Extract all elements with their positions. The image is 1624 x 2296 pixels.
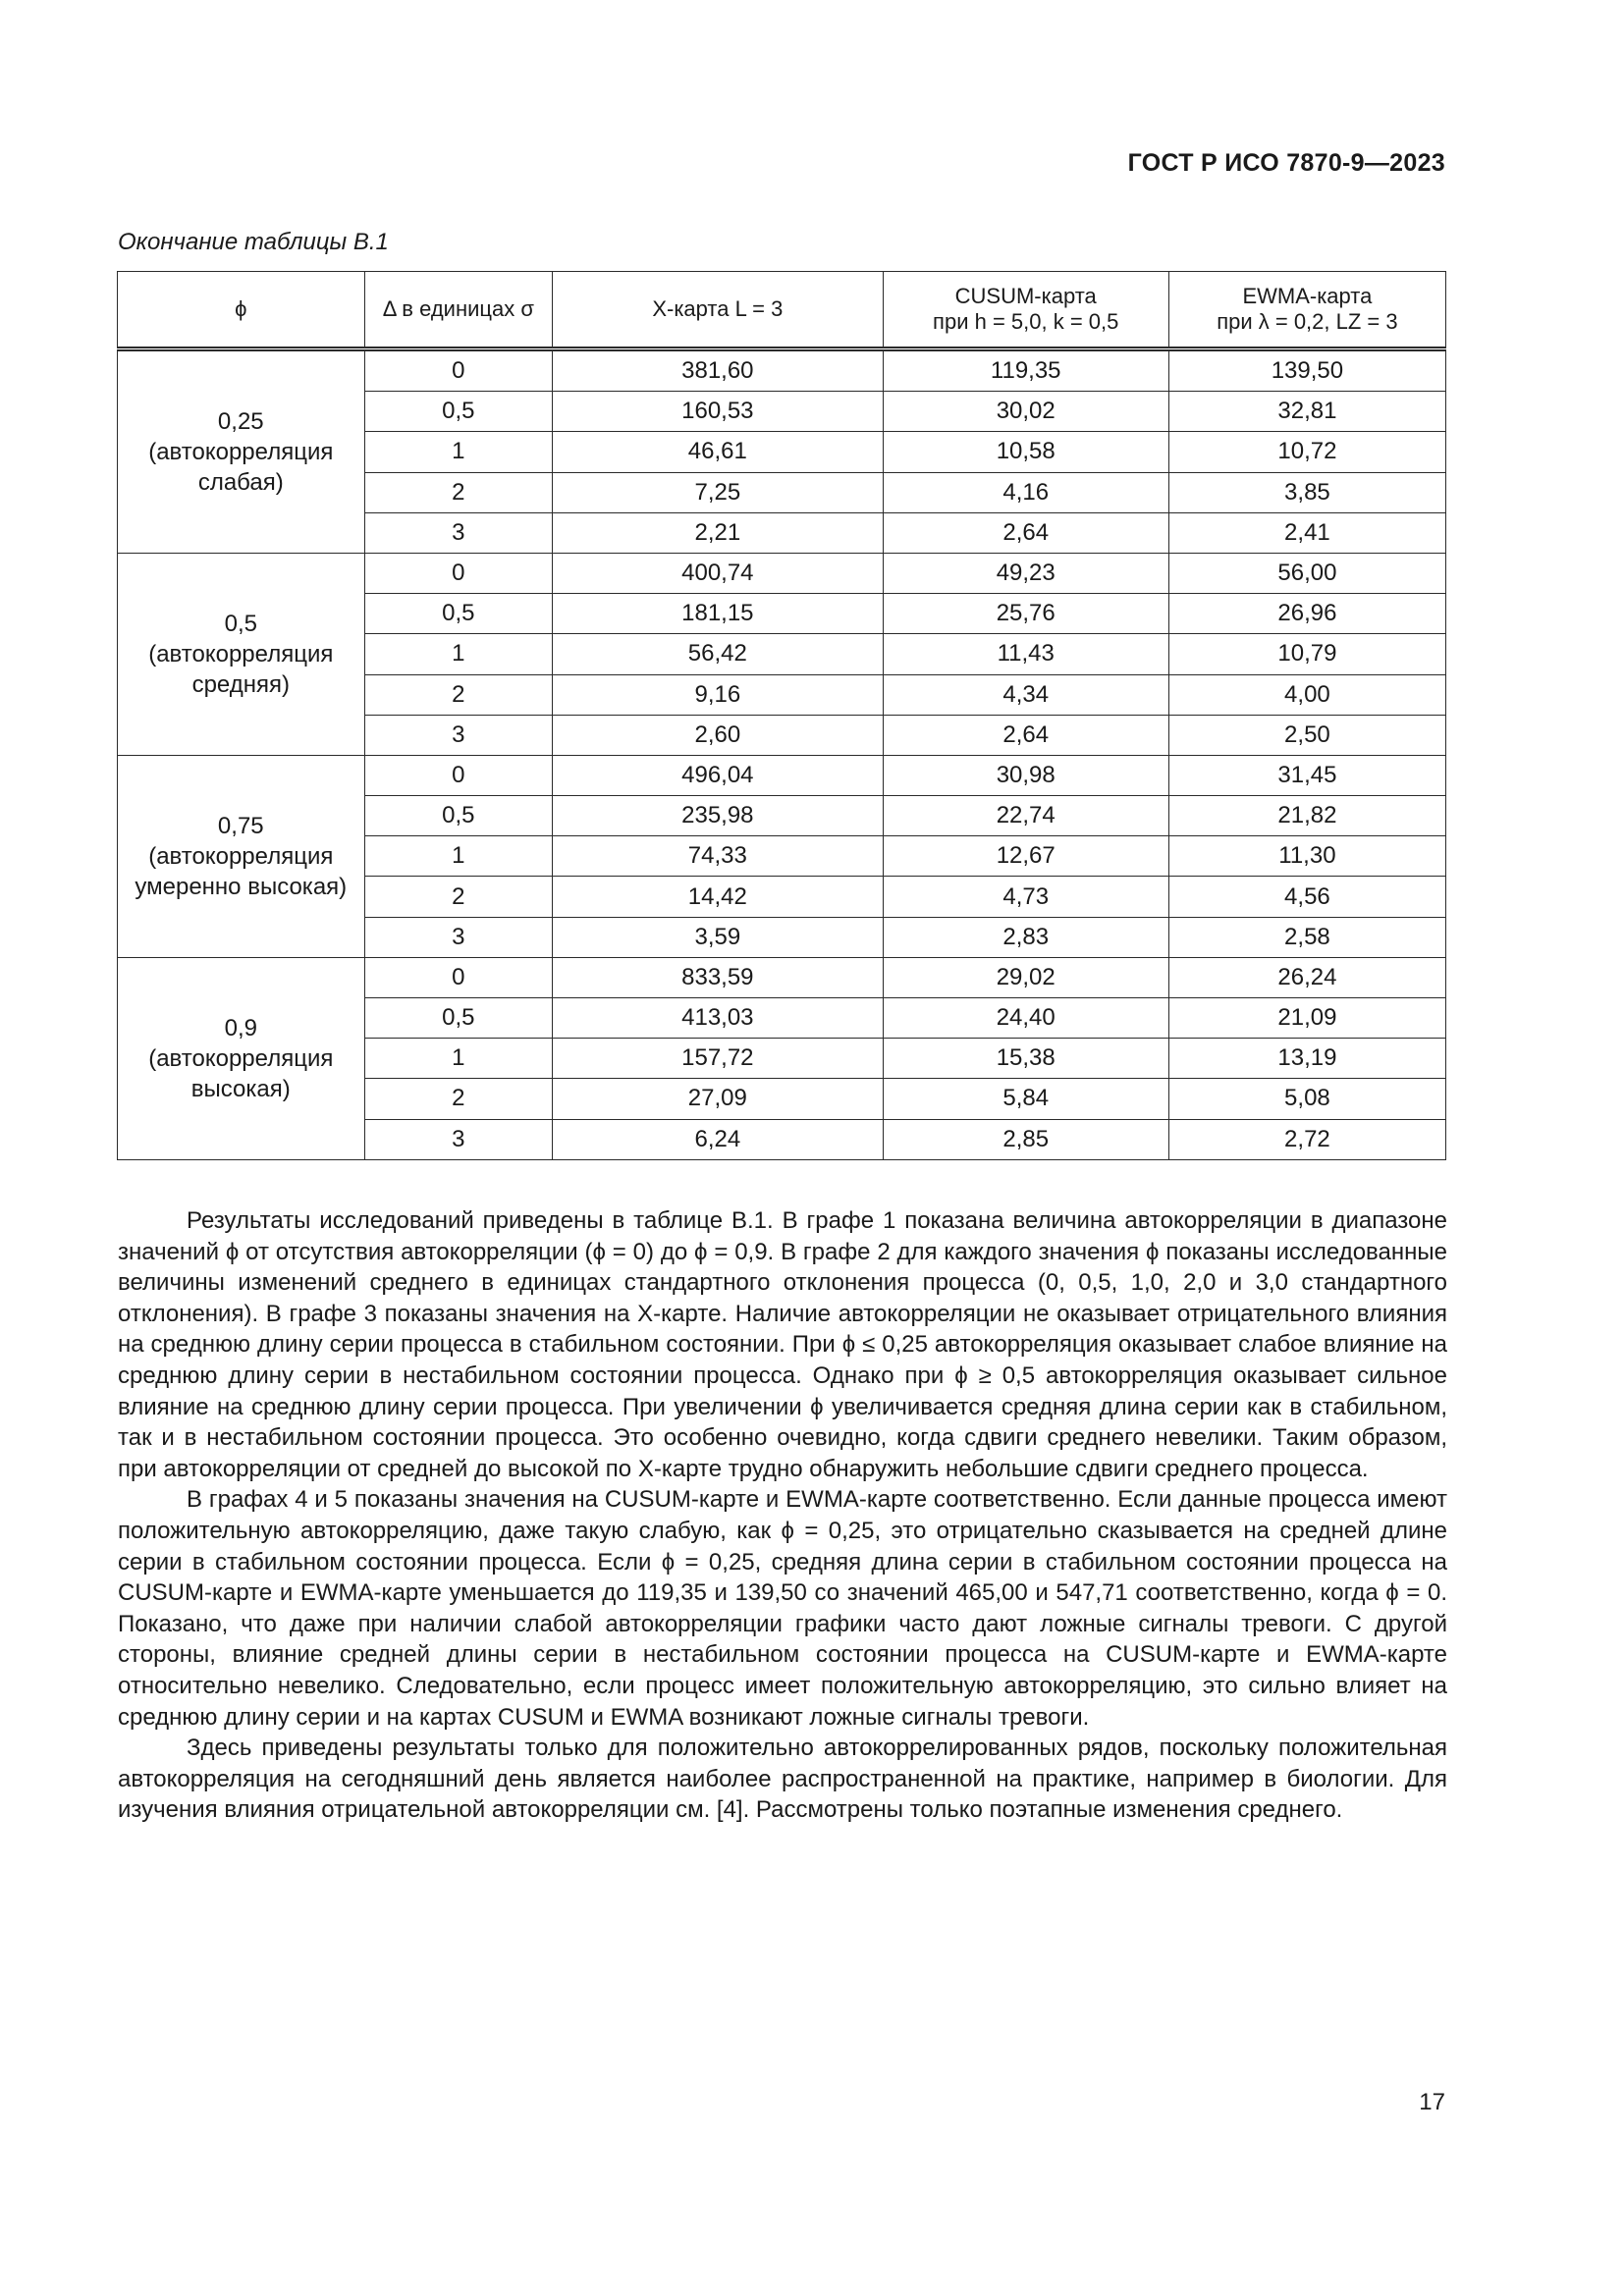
ewma-cell: 10,79: [1168, 634, 1445, 674]
document-code: ГОСТ Р ИСО 7870-9—2023: [1127, 149, 1445, 177]
ewma-cell: 2,41: [1168, 512, 1445, 553]
delta-cell: 3: [364, 512, 553, 553]
ewma-cell: 139,50: [1168, 349, 1445, 392]
delta-cell: 3: [364, 715, 553, 755]
body-text: [118, 1205, 1447, 1826]
x-chart-cell: 833,59: [553, 957, 884, 997]
delta-cell: 1: [364, 1039, 553, 1079]
header-x-chart: X-карта L = 3: [553, 272, 884, 349]
delta-cell: 0,5: [364, 998, 553, 1039]
ewma-cell: 10,72: [1168, 432, 1445, 472]
ewma-cell: 21,82: [1168, 796, 1445, 836]
delta-cell: 1: [364, 836, 553, 877]
x-chart-cell: 413,03: [553, 998, 884, 1039]
header-delta: Δ в единицах σ: [364, 272, 553, 349]
x-chart-cell: 7,25: [553, 472, 884, 512]
x-chart-cell: 9,16: [553, 674, 884, 715]
cusum-cell: 4,16: [883, 472, 1168, 512]
x-chart-cell: 46,61: [553, 432, 884, 472]
table-row: [118, 553, 1446, 593]
x-chart-cell: 381,60: [553, 349, 884, 392]
x-chart-cell: 400,74: [553, 553, 884, 593]
phi-group-cell: 0,25 (автокорреляция слабая): [118, 349, 365, 554]
cusum-cell: 2,64: [883, 512, 1168, 553]
delta-cell: 3: [364, 1119, 553, 1159]
phi-group-cell: 0,9 (автокорреляция высокая): [118, 957, 365, 1159]
ewma-cell: 2,50: [1168, 715, 1445, 755]
delta-cell: 3: [364, 917, 553, 957]
x-chart-cell: 3,59: [553, 917, 884, 957]
cusum-cell: 2,85: [883, 1119, 1168, 1159]
delta-cell: 2: [364, 472, 553, 512]
delta-cell: 2: [364, 674, 553, 715]
x-chart-cell: 181,15: [553, 594, 884, 634]
x-chart-cell: 496,04: [553, 755, 884, 795]
table-row: [118, 755, 1446, 795]
cusum-cell: 25,76: [883, 594, 1168, 634]
cusum-cell: 15,38: [883, 1039, 1168, 1079]
table-caption: Окончание таблицы В.1: [118, 229, 389, 255]
ewma-cell: 4,00: [1168, 674, 1445, 715]
cusum-cell: 5,84: [883, 1079, 1168, 1119]
cusum-cell: 24,40: [883, 998, 1168, 1039]
paragraph: Здесь приведены результаты только для положительно автокоррелированных рядов, поскольку положительная автокорреляция на сегодняшний день является наиболее распространенной на практике, например в биологии. Для изучения влияния отрицательной автокорреляции см. [4]. Рассмотрены только поэтапные изменения среднего.: [118, 1735, 1447, 1824]
phi-group-cell: 0,75 (автокорреляция умеренно высокая): [118, 755, 365, 957]
x-chart-cell: 56,42: [553, 634, 884, 674]
ewma-cell: 21,09: [1168, 998, 1445, 1039]
header-phi: ϕ: [118, 272, 365, 349]
ewma-cell: 4,56: [1168, 877, 1445, 917]
ewma-cell: 26,24: [1168, 957, 1445, 997]
table-row: [118, 349, 1446, 392]
x-chart-cell: 157,72: [553, 1039, 884, 1079]
ewma-cell: 31,45: [1168, 755, 1445, 795]
cusum-cell: 4,34: [883, 674, 1168, 715]
delta-cell: 2: [364, 1079, 553, 1119]
cusum-cell: 2,83: [883, 917, 1168, 957]
paragraph: В графах 4 и 5 показаны значения на CUSUM-карте и EWMA-карте соответственно. Если данные процесса имеют положительную автокорреляцию, даже такую слабую, как ϕ = 0,25, это отрицательно сказывается на средней длине серии в стабильном состоянии процесса. Если ϕ = 0,25, средняя длина серии в стабильном состоянии процесса на CUSUM-карте и EWMA-карте уменьшается до 119,35 и 139,50 со значений 465,00 и 547,71 соответственно, когда ϕ = 0. Показано, что даже при наличии слабой автокорреляции графики часто дают ложные сигналы тревоги. С другой стороны, влияние средней длины серии в нестабильном состоянии процесса на CUSUM-карте и EWMA-карте относительно невелико. Следовательно, если процесс имеет положительную автокорреляцию, это сильно влияет на среднюю длину серии и на картах CUSUM и EWMA возникают ложные сигналы тревоги.: [118, 1486, 1447, 1731]
x-chart-cell: 2,60: [553, 715, 884, 755]
ewma-cell: 5,08: [1168, 1079, 1445, 1119]
paragraph: Результаты исследований приведены в таблице В.1. В графе 1 показана величина автокорреляции в диапазоне значений ϕ от отсутствия автокорреляции (ϕ = 0) до ϕ = 0,9. В графе 2 для каждого значения ϕ показаны исследованные величины изменений среднего в единицах стандартного отклонения процесса (0, 0,5, 1,0, 2,0 и 3,0 стандартного отклонения). В графе 3 показаны значения на X-карте. Наличие автокорреляции не оказывает отрицательного влияния на среднюю длину серии процесса в стабильном состоянии. При ϕ ≤ 0,25 автокорреляция оказывает слабое влияние на среднюю длину серии в нестабильном состоянии процесса. Однако при ϕ ≥ 0,5 автокорреляция оказывает сильное влияние на среднюю длину серии процесса. При увеличении ϕ увеличивается средняя длина серии как в стабильном, так и в нестабильном состоянии процесса. Это особенно очевидно, когда сдвиги среднего невелики. Таким образом, при автокорреляции от средней до высокой по X-карте трудно обнаружить небольшие сдвиги среднего процесса.: [118, 1207, 1447, 1482]
cusum-cell: 119,35: [883, 349, 1168, 392]
results-table: [117, 271, 1446, 1160]
delta-cell: 2: [364, 877, 553, 917]
header-cusum: CUSUM-карта при h = 5,0, k = 0,5: [883, 272, 1168, 349]
x-chart-cell: 14,42: [553, 877, 884, 917]
cusum-cell: 12,67: [883, 836, 1168, 877]
delta-cell: 0,5: [364, 796, 553, 836]
delta-cell: 0: [364, 755, 553, 795]
ewma-cell: 13,19: [1168, 1039, 1445, 1079]
header-ewma: EWMA-карта при λ = 0,2, LZ = 3: [1168, 272, 1445, 349]
cusum-cell: 30,02: [883, 392, 1168, 432]
ewma-cell: 32,81: [1168, 392, 1445, 432]
table-row: [118, 957, 1446, 997]
ewma-cell: 11,30: [1168, 836, 1445, 877]
delta-cell: 1: [364, 432, 553, 472]
ewma-cell: 26,96: [1168, 594, 1445, 634]
ewma-cell: 2,58: [1168, 917, 1445, 957]
cusum-cell: 30,98: [883, 755, 1168, 795]
delta-cell: 0,5: [364, 594, 553, 634]
delta-cell: 0,5: [364, 392, 553, 432]
cusum-cell: 49,23: [883, 553, 1168, 593]
x-chart-cell: 2,21: [553, 512, 884, 553]
x-chart-cell: 160,53: [553, 392, 884, 432]
table-header-row: [118, 272, 1446, 349]
x-chart-cell: 6,24: [553, 1119, 884, 1159]
cusum-cell: 10,58: [883, 432, 1168, 472]
ewma-cell: 2,72: [1168, 1119, 1445, 1159]
cusum-cell: 29,02: [883, 957, 1168, 997]
ewma-cell: 3,85: [1168, 472, 1445, 512]
x-chart-cell: 27,09: [553, 1079, 884, 1119]
delta-cell: 0: [364, 553, 553, 593]
cusum-cell: 22,74: [883, 796, 1168, 836]
x-chart-cell: 74,33: [553, 836, 884, 877]
x-chart-cell: 235,98: [553, 796, 884, 836]
ewma-cell: 56,00: [1168, 553, 1445, 593]
page-number: 17: [1419, 2089, 1445, 2115]
delta-cell: 0: [364, 349, 553, 392]
phi-group-cell: 0,5 (автокорреляция средняя): [118, 553, 365, 755]
delta-cell: 1: [364, 634, 553, 674]
cusum-cell: 11,43: [883, 634, 1168, 674]
cusum-cell: 4,73: [883, 877, 1168, 917]
cusum-cell: 2,64: [883, 715, 1168, 755]
delta-cell: 0: [364, 957, 553, 997]
